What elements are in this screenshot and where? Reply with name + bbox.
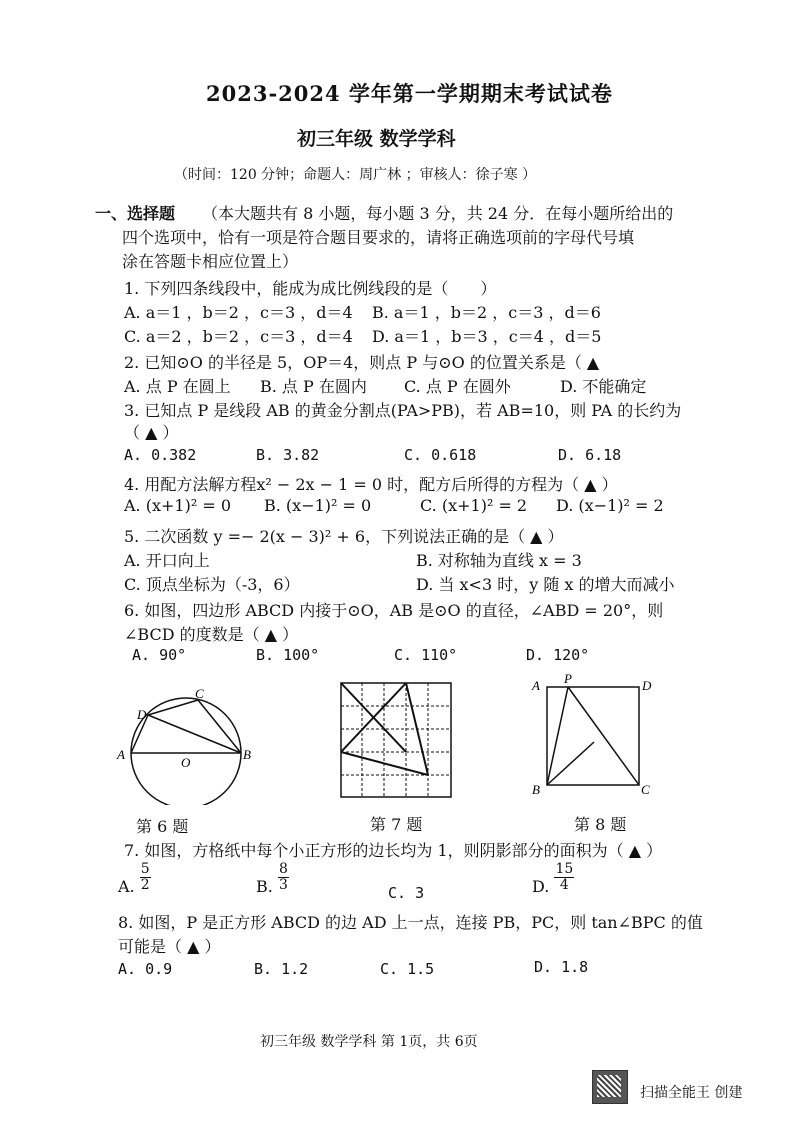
label-p: P [564,671,572,686]
q2-option-d: D. 不能确定 [560,377,647,396]
fraction-numerator: 5 [140,861,150,877]
figure-8-caption: 第 8 题 [574,815,627,834]
grid-line-3 [406,683,428,775]
q7-option-d [532,862,574,896]
segment-pc [568,687,639,785]
scanner-logo-icon [592,1070,628,1104]
q7-option-b-fraction [278,862,289,893]
q7-option-c: C. 3 [388,884,425,902]
exam-meta: （时间：120 分钟；命题人：周广林 ；审核人：徐子寒 ） [174,167,537,183]
q4-option-d: D. (x−1)² = 2 [556,496,664,515]
q1-option-b: B. a＝1 ，b＝2 ，c＝3 ，d＝6 [372,303,601,322]
q5-option-c: C. 顶点坐标为（-3，6） [124,575,300,594]
q7-option-d-fraction [554,862,574,893]
q4-stem: 4. 用配方法解方程x² − 2x − 1 = 0 时，配方后所得的方程为（ ▲ ） [124,475,618,494]
label-b: B [532,782,540,797]
q7-option-a-fraction [140,862,151,893]
q8-option-c: C. 1.5 [380,960,435,978]
q6-option-d: D. 120° [526,646,590,664]
label-c: C [195,686,204,701]
q2-option-b: B. 点 P 在圆内 [260,377,367,396]
figure-8-square-diagram [528,670,658,800]
q7-option-b-label: B. [256,877,273,896]
q3-option-b: B. 3.82 [256,446,320,464]
q7-option-a [118,862,151,896]
q6-option-a: A. 90° [132,646,187,664]
q6-option-b: B. 100° [256,646,320,664]
q5-option-b: B. 对称轴为直线 x = 3 [416,551,582,570]
q5-option-d: D. 当 x<3 时，y 随 x 的增大而减小 [416,575,675,594]
fraction-denominator: 2 [140,877,150,893]
page-footer: 初三年级 数学学科 第 1页，共 6页 [260,1034,478,1050]
figure-7-grid-diagram [338,680,458,802]
q3-stem-2: （ ▲ ） [124,423,179,442]
q1-option-c: C. a＝2 ，b＝2 ，c＝3 ，d＝4 [124,327,353,346]
chord-db [148,715,241,753]
circle-o [131,698,241,805]
q8-stem-2: 可能是（ ▲ ） [118,937,221,956]
q7-option-d-label: D. [532,877,550,896]
figure-7-caption: 第 7 题 [370,815,423,834]
square-abcd [547,687,639,785]
fraction-denominator: 4 [559,877,569,893]
q4-option-c: C. (x+1)² = 2 [420,496,528,515]
label-o: O [181,755,191,770]
q2-stem: 2. 已知⊙O 的半径是 5，OP＝4，则点 P 与⊙O 的位置关系是（ ▲ [124,353,600,372]
q5-option-a: A. 开口向上 [124,551,210,570]
q3-option-a: A. 0.382 [124,446,197,464]
q2-option-c: C. 点 P 在圆外 [404,377,511,396]
q6-stem: 6. 如图，四边形 ABCD 内接于⊙O，AB 是⊙O 的直径，∠ABD = 20°，则 [124,601,664,620]
q1-stem: 1. 下列四条线段中，能成为成比例线段的是（ ） [124,279,497,298]
label-a: A [117,747,125,762]
q8-stem: 8. 如图，P 是正方形 ABCD 的边 AD 上一点，连接 PB，PC，则 tan∠BPC 的值 [118,913,703,932]
q8-option-a: A. 0.9 [118,960,173,978]
segment-inner [547,742,594,785]
q5-stem: 5. 二次函数 y =− 2(x − 3)² + 6，下列说法正确的是（ ▲ ） [124,527,564,546]
q6-stem-2: ∠BCD 的度数是（ ▲ ） [124,625,299,644]
q8-option-b: B. 1.2 [254,960,309,978]
fraction-denominator: 3 [278,877,288,893]
q2-option-a: A. 点 P 在圆上 [124,377,231,396]
segment-pb [547,687,568,785]
exam-title: 2023-2024 学年第一学期期末考试试卷 [206,81,613,106]
q3-stem: 3. 已知点 P 是线段 AB 的黄金分割点(PA>PB)，若 AB=10，则 PA 的长约为 [124,401,682,420]
q1-option-d: D. a＝1 ，b＝3 ，c＝4 ，d＝5 [372,327,602,346]
label-b: B [243,747,251,762]
q8-option-d: D. 1.8 [534,958,589,976]
label-d: D [137,707,147,722]
scanner-watermark: 扫描全能王 创建 [640,1085,743,1101]
section-heading: 一、选择题 [95,204,176,223]
q1-option-a: A. a＝1 ，b＝2 ，c＝3 ，d＝4 [124,303,353,322]
exam-subtitle: 初三年级 数学学科 [297,128,456,150]
fraction-numerator: 15 [555,861,574,877]
figure-6-caption: 第 6 题 [136,817,189,836]
q3-option-d: D. 6.18 [558,446,622,464]
q3-option-c: C. 0.618 [404,446,477,464]
section-instructions-2: 四个选项中，恰有一项是符合题目要求的，请将正确选项前的字母代号填 [122,228,635,247]
fraction-numerator: 8 [278,861,288,877]
section-instructions-1: （本大题共有 8 小题，每小题 3 分，共 24 分．在每小题所给出的 [202,204,674,223]
q6-option-c: C. 110° [394,646,458,664]
section-instructions-3: 涂在答题卡相应位置上） [122,252,299,271]
q4-option-b: B. (x−1)² = 0 [264,496,372,515]
label-c: C [641,782,650,797]
q7-option-b [256,862,289,896]
q7-stem: 7. 如图，方格纸中每个小正方形的边长均为 1，则阴影部分的面积为（ ▲ ） [124,841,663,860]
figure-6-circle-diagram [115,685,265,805]
q7-option-a-label: A. [118,877,135,896]
label-d: D [642,678,652,693]
label-a: A [532,678,540,693]
q4-option-a: A. (x+1)² = 0 [124,496,231,515]
